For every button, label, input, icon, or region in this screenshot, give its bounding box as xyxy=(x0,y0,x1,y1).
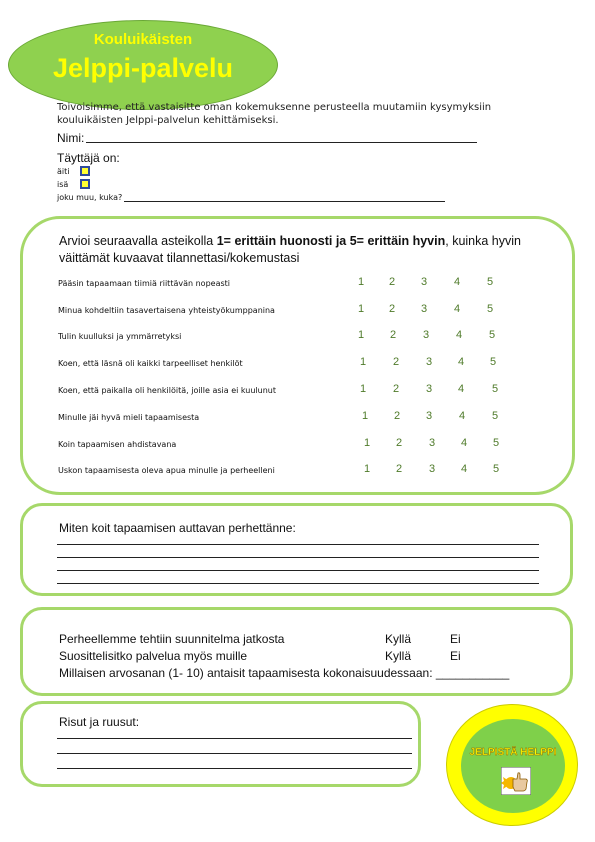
rating-question: Tulin kuulluksi ja ymmärretyksi xyxy=(58,332,182,341)
yes-option[interactable]: Kyllä xyxy=(385,649,412,663)
rating-option-1[interactable]: 1 xyxy=(362,410,369,422)
rating-question: Minulle jäi hyvä mieli tapaamisesta xyxy=(58,413,200,422)
rating-option-4[interactable]: 4 xyxy=(458,356,465,368)
someone-label: joku muu, kuka? xyxy=(57,193,123,202)
jelpista-helppi-badge xyxy=(446,704,578,826)
rating-option-1[interactable]: 1 xyxy=(358,303,365,315)
thumbs-up-icon xyxy=(501,767,531,795)
rating-question: Uskon tapaamisesta oleva apua minulle ja perheelleni xyxy=(58,466,275,475)
option-mother[interactable] xyxy=(57,166,90,176)
rating-option-5[interactable]: 5 xyxy=(493,437,500,449)
rating-option-5[interactable]: 5 xyxy=(493,463,500,475)
service-logo xyxy=(8,20,278,110)
checkbox-mother[interactable] xyxy=(80,166,90,176)
feedback-panel xyxy=(20,701,421,787)
rating-option-5[interactable]: 5 xyxy=(492,410,499,422)
rating-question: Pääsin tapaamaan tiimiä riittävän nopeasti xyxy=(58,279,231,288)
rating-option-1[interactable]: 1 xyxy=(364,437,371,449)
name-field[interactable] xyxy=(57,131,477,145)
rating-option-3[interactable]: 3 xyxy=(429,463,436,475)
rating-option-4[interactable]: 4 xyxy=(456,329,463,341)
option-label: isä xyxy=(57,179,69,189)
rating-option-5[interactable]: 5 xyxy=(487,303,494,315)
intro-text: Toivoisimme, että vastaisitte oman kokemuksenne perusteella muutamiin kysymyksiin kouluikäisten Jelppi-palvelun kehittämiseksi. xyxy=(57,102,492,126)
no-option[interactable]: Ei xyxy=(450,632,461,646)
no-option[interactable]: Ei xyxy=(450,649,461,663)
someone-else-field[interactable] xyxy=(57,193,445,202)
rating-option-1[interactable]: 1 xyxy=(358,329,365,341)
rating-option-2[interactable]: 2 xyxy=(393,356,400,368)
rating-option-2[interactable]: 2 xyxy=(389,276,396,288)
rating-option-5[interactable]: 5 xyxy=(492,383,499,395)
rating-option-1[interactable]: 1 xyxy=(364,463,371,475)
answer-line[interactable] xyxy=(57,570,539,571)
filler-label: Täyttäjä on: xyxy=(57,151,120,165)
rating-option-4[interactable]: 4 xyxy=(454,303,461,315)
rating-option-5[interactable]: 5 xyxy=(487,276,494,288)
plan-question: Perheellemme tehtiin suunnitelma jatkosta xyxy=(59,632,285,646)
rating-option-2[interactable]: 2 xyxy=(396,463,403,475)
yes-option[interactable]: Kyllä xyxy=(385,632,412,646)
rating-question: Koin tapaamisen ahdistavana xyxy=(58,440,177,449)
rating-option-2[interactable]: 2 xyxy=(396,437,403,449)
rating-option-1[interactable]: 1 xyxy=(360,383,367,395)
grade-question[interactable]: Millaisen arvosanan (1- 10) antaisit tapaamisesta kokonaisuudessaan: ___________ xyxy=(59,666,510,680)
rating-option-2[interactable]: 2 xyxy=(390,329,397,341)
feedback-line[interactable] xyxy=(57,738,412,739)
rating-option-2[interactable]: 2 xyxy=(389,303,396,315)
recommend-question: Suosittelisitko palvelua myös muille xyxy=(59,649,248,663)
rating-option-3[interactable]: 3 xyxy=(421,276,428,288)
option-father[interactable] xyxy=(57,179,90,189)
feedback-line[interactable] xyxy=(57,768,412,769)
rating-instructions xyxy=(59,233,539,267)
help-question: Miten koit tapaamisen auttavan perhettänne: xyxy=(59,521,296,535)
name-label: Nimi: xyxy=(57,131,85,145)
option-label: äiti xyxy=(57,166,70,176)
badge-inner-circle xyxy=(461,719,565,813)
rating-option-1[interactable]: 1 xyxy=(358,276,365,288)
help-panel xyxy=(20,503,573,596)
rating-title-pre: Arvioi seuraavalla asteikolla xyxy=(59,234,217,248)
rating-option-2[interactable]: 2 xyxy=(394,410,401,422)
rating-option-5[interactable]: 5 xyxy=(490,356,497,368)
answer-line[interactable] xyxy=(57,583,539,584)
rating-option-4[interactable]: 4 xyxy=(458,383,465,395)
rating-option-2[interactable]: 2 xyxy=(393,383,400,395)
rating-question: Koen, että paikalla oli henkilöitä, joille asia ei kuulunut xyxy=(58,386,276,395)
rating-option-3[interactable]: 3 xyxy=(426,356,433,368)
rating-option-4[interactable]: 4 xyxy=(461,463,468,475)
rating-option-5[interactable]: 5 xyxy=(489,329,496,341)
badge-text: JELPISTÄ HELPPI xyxy=(469,747,557,758)
rating-panel xyxy=(20,216,575,495)
rating-option-3[interactable]: 3 xyxy=(426,410,433,422)
feedback-line[interactable] xyxy=(57,753,412,754)
rating-option-4[interactable]: 4 xyxy=(459,410,466,422)
logo-subtitle: Kouluikäisten xyxy=(93,31,193,48)
rating-question: Koen, että läsnä oli kaikki tarpeelliset henkilöt xyxy=(58,359,243,368)
rating-option-3[interactable]: 3 xyxy=(426,383,433,395)
rating-option-3[interactable]: 3 xyxy=(429,437,436,449)
answer-line[interactable] xyxy=(57,544,539,545)
checkbox-father[interactable] xyxy=(80,179,90,189)
plan-panel xyxy=(20,607,573,696)
rating-option-4[interactable]: 4 xyxy=(461,437,468,449)
answer-line[interactable] xyxy=(57,557,539,558)
rating-option-3[interactable]: 3 xyxy=(423,329,430,341)
rating-title-bold: 1= erittäin huonosti ja 5= erittäin hyvin xyxy=(216,234,446,248)
someone-line[interactable] xyxy=(124,194,445,202)
rating-option-1[interactable]: 1 xyxy=(360,356,367,368)
name-line[interactable] xyxy=(86,131,477,143)
rating-question: Minua kohdeltiin tasavertaisena yhteistyökumppanina xyxy=(58,306,275,315)
logo-title: Jelppi-palvelu xyxy=(52,53,234,83)
rating-option-3[interactable]: 3 xyxy=(421,303,428,315)
rating-option-4[interactable]: 4 xyxy=(454,276,461,288)
rating-title-post: , kuinka hyvin väittämät kuvaavat tilannettasi/kokemustasi xyxy=(59,234,521,265)
feedback-title: Risut ja ruusut: xyxy=(59,715,140,729)
